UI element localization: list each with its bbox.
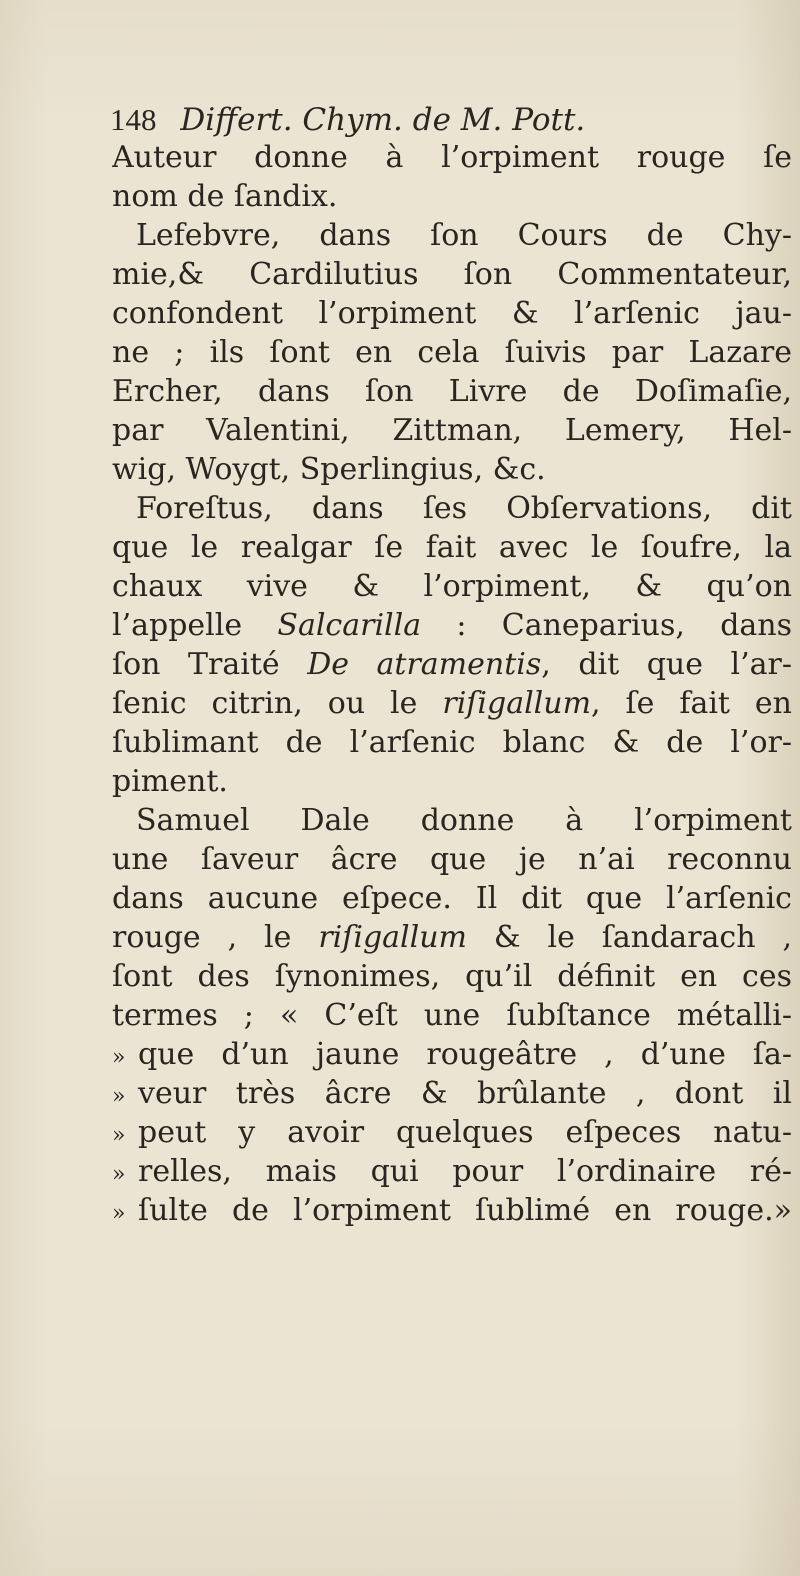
text-line xyxy=(112,723,792,762)
text-line xyxy=(112,684,792,723)
text-line xyxy=(112,567,792,606)
line-text: Ercher, dans ſon Livre de Doſimaſie, xyxy=(112,374,792,409)
text-line xyxy=(112,996,792,1035)
line-text: Lefebvre, dans ſon Cours de Chy- xyxy=(136,218,792,253)
text-line xyxy=(112,138,792,177)
text-line xyxy=(112,762,792,801)
text-line xyxy=(112,1191,792,1230)
text-line xyxy=(112,840,792,879)
line-text-after: , dit que l’ar- xyxy=(541,647,792,682)
text-line xyxy=(112,216,792,255)
text-line xyxy=(112,606,792,645)
line-text: Foreſtus, dans ſes Obſervations, dit xyxy=(136,491,792,526)
page-number: 148 xyxy=(110,102,157,137)
line-text: ſulte de l’orpiment ſublimé en rouge.» xyxy=(138,1193,792,1228)
quote-mark: » xyxy=(112,1201,126,1226)
line-text: dans aucune eſpece. Il dit que l’arſenic xyxy=(112,881,792,916)
line-text: que d’un jaune rougeâtre , d’une ſa- xyxy=(138,1037,792,1072)
text-line xyxy=(112,801,792,840)
line-text-after: & le ſandarach , xyxy=(467,920,792,955)
text-line xyxy=(112,1113,792,1152)
line-text: piment. xyxy=(112,764,228,799)
text-line xyxy=(112,333,792,372)
italic-term: De atramentis xyxy=(307,647,542,682)
text-line xyxy=(112,372,792,411)
line-text-after: , ſe fait en xyxy=(591,686,792,721)
italic-term: riſigallum xyxy=(318,920,467,955)
line-text: veur très âcre & brûlante , dont il xyxy=(138,1076,792,1111)
line-text: l’appelle xyxy=(112,608,278,643)
text-line xyxy=(112,177,792,216)
line-text: peut y avoir quelques eſpeces natu- xyxy=(138,1115,792,1150)
text-line xyxy=(112,1152,792,1191)
text-line xyxy=(112,1074,792,1113)
running-title: Differt. Chym. de M. Pott. xyxy=(180,102,586,138)
line-text: ne ; ils ſont en cela ſuivis par Lazare xyxy=(112,335,792,370)
quote-mark: » xyxy=(112,1045,126,1070)
line-text: termes ; « C’eſt une ſubſtance métalli- xyxy=(112,998,792,1033)
line-text: confondent l’orpiment & l’arſenic jau- xyxy=(112,296,792,331)
line-text: ſont des ſynonimes, qu’il définit en ces xyxy=(112,959,792,994)
text-body xyxy=(112,138,792,1230)
line-text: que le realgar ſe fait avec le ſoufre, la xyxy=(112,530,792,565)
line-text: ſublimant de l’arſenic blanc & de l’or- xyxy=(112,725,792,760)
quote-mark: » xyxy=(112,1162,126,1187)
line-text: chaux vive & l’orpiment, & qu’on xyxy=(112,569,792,604)
line-text: wig, Woygt, Sperlingius, &c. xyxy=(112,452,546,487)
text-line xyxy=(112,879,792,918)
page-header xyxy=(110,100,585,140)
line-text: Auteur donne à l’orpiment rouge ſe xyxy=(112,140,792,175)
line-text: nom de ſandix. xyxy=(112,179,338,214)
text-line xyxy=(112,489,792,528)
line-text: rouge , le xyxy=(112,920,319,955)
text-line xyxy=(112,255,792,294)
line-text-after: : Caneparius, dans xyxy=(421,608,792,643)
italic-term: Salcarilla xyxy=(277,608,422,643)
quote-mark: » xyxy=(112,1123,126,1148)
italic-term: riſigallum xyxy=(442,686,592,721)
line-text: une ſaveur âcre que je n’ai reconnu xyxy=(112,842,792,877)
text-line xyxy=(112,645,792,684)
text-line xyxy=(112,1035,792,1074)
text-line xyxy=(112,294,792,333)
text-line xyxy=(112,918,792,957)
line-text: relles, mais qui pour l’ordinaire ré- xyxy=(138,1154,792,1189)
quote-mark: » xyxy=(112,1084,126,1109)
text-line xyxy=(112,528,792,567)
line-text: ſenic citrin, ou le xyxy=(112,686,443,721)
line-text: par Valentini, Zittman, Lemery, Hel- xyxy=(112,413,792,448)
line-text: mie,& Cardilutius ſon Commentateur, xyxy=(112,257,792,292)
text-line xyxy=(112,411,792,450)
text-line xyxy=(112,450,792,489)
text-line xyxy=(112,957,792,996)
line-text: Samuel Dale donne à l’orpiment xyxy=(136,803,792,838)
line-text: ſon Traité xyxy=(112,647,308,682)
